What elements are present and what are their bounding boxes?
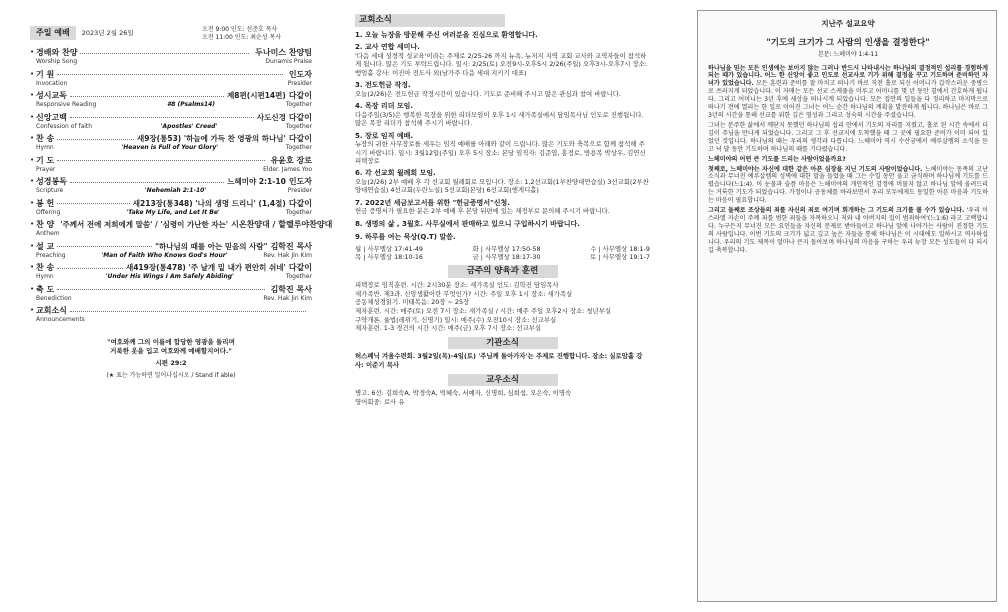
order-item [30,199,312,217]
order-item-subtitle: #8 (Psalms14) [167,101,216,108]
sermon-title: 지난주 설교요약 [821,19,875,28]
order-label: 기 원 [36,69,55,79]
news-item [355,132,650,166]
qt-row [355,253,650,261]
order-label: 성시교독 [36,91,67,100]
training-heading: 금주의 양육과 훈련 [448,265,558,278]
verse-box [30,338,312,380]
news-title: 1. 오늘 뉴장을 방문해 주신 여러분을 진심으로 환영합니다. [355,30,538,39]
order-label: 봉 헌 [36,198,55,208]
sermon-paragraph [708,156,988,164]
order-label: 설 교 [36,241,55,251]
qt-table [355,245,650,261]
news-body: 다음주일(3/5)은 행복한 목장을 위한 리더모임이 오후 1시 새가족실에서 담임목사님 인도로 진행됩니다. 많은 목장 리더가 참석해 주시기 바랍니다. [355,110,644,128]
order-item-title: 새419장(통478) '주 날개 밑 내가 편안히 쉬네' [125,263,286,272]
order-item [30,134,312,152]
order-leader-en: Together [285,208,312,216]
news-title: 8. 생명의 삶 , 3월호. 사무실에서 판매하고 있으니 구입하시기 바랍니다. [355,219,580,228]
order-label: 찬 송 [36,134,55,143]
order-item-subtitle: 'Man of Faith Who Knows God's Hour' [101,251,228,259]
service-tag: 주일 예배 [30,26,76,40]
order-item [30,285,312,303]
training-item: 구약개론. 율법(레위기, 신명기) 일시: 매주(수) 오전10시 장소: 선교부실 [355,315,557,324]
mission-text: 허스폐닉 겨울수련회. 3월2일(목)-4일(토) '주님께 돌아가자'는 주제로 진행합니다. 장소: 실로암홀 강사: 이준기 목사 [355,352,643,370]
order-item-subtitle [60,230,312,238]
order-item-subtitle [85,316,312,324]
service-date: 2023년 2월 26일 [81,28,134,37]
leader-dots [57,289,264,290]
news-body: 오늘(2/26) 2부 예배 후 각 선교회 월례회로 모입니다. 장소: 1,2선교회(1부찬양대연습실) 3선교회(2부찬양대연습실) 4선교회(두란노실) 5선교회(본당) 6선교회(엔게디홀) [355,178,649,195]
order-leader: 김학진 목사 [270,241,312,251]
qt-cell: 수 | 사무엘상 18:1-9 [590,245,650,254]
mission-heading: 기관소식 [448,337,558,350]
order-item [30,156,312,174]
qt-cell: 화 | 사무엘상 17:50-58 [472,245,541,254]
order-item-title: '주께서 전에 저희에게 말씀' / '심령이 가난한 자는' [60,220,229,229]
order-item-subtitle: 'Take My Life, and Let It Be' [126,208,220,216]
verse-line: "여호와께 그의 이름에 합당한 영광을 돌리며 [107,337,235,346]
staff-line: 병고. 6선: 김희숙A, 박경숙A, 빅혜숙, 서예자, 신명희, 심희섭, 오은숙, 이명숙 [355,389,572,398]
service-header [30,26,312,48]
news-item [355,199,650,216]
sermon-emphasis: 느헤미야의 어떤 큰 기도를 드리는 사람이었을까요? [708,155,846,163]
order-label: 경배와 찬양 [36,48,78,57]
order-item-title: 새213장(통348) '나의 생명 드리니' (1,4절) [132,198,286,208]
order-item [30,220,333,238]
news-title: 3. 전도헌금 작정. [355,81,411,90]
order-label: 신앙고백 [36,112,67,122]
order-item-subtitle: 'Nehemiah 2:1-10' [144,187,207,194]
sermon-paragraph [708,166,988,206]
order-leader: 다같이 [288,91,312,100]
bullet-icon: • [30,155,35,164]
news-item [355,81,650,98]
staff-heading: 교우소식 [448,374,558,387]
news-title: 4. 목장 리더 모임. [355,102,414,111]
order-label-en: Invocation [36,79,68,87]
training-item: 제자훈련. 1-3 경건의 시간 시간: 매주(금) 오후 7시 장소: 선교부실 [355,324,542,333]
bullet-icon: • [30,134,35,142]
sermon-text: 그녀는 분주한 삶에서 깨닫지 못했던 하나님의 섭리 안에서 기도의 자리를 지켰고, 홀로 된 시간 속에서 더 깊이 주님을 만나게 되었습니다. 그리고 그 후 선교지에 도착했을 때 그 곳에 필요한 준비가 이미 되어 있었던 것입니다. 하나님의 때는 우리의 생각과 다릅니다. 느헤미야 역시 수산궁에서 예루살렘의 소식을 듣고 넉 달 동안 기도하며 하나님의 때를 기다렸습니다. [708,121,988,153]
order-of-service [30,26,333,602]
order-item-subtitle [55,166,263,174]
news-title: 5. 장로 임직 예배. [355,131,414,140]
order-item [30,48,312,66]
news-item [355,220,650,229]
news-item [355,102,650,127]
sermon-paragraph [708,65,988,120]
order-item-subtitle: 'Under His Wings I Am Safely Abiding' [105,273,234,280]
order-item-subtitle [77,58,265,66]
service-time: 오전 9:00 인도: 선준호 목사 [202,26,278,33]
training-item: 공동체성경읽기. 미태복음: 20장 ~ 25장 [355,298,470,307]
sermon-text: 모든 훈련과 준비를 잘 마치고 떠나기 바로 직전 홀로 되신 어머니가 갑작스러운 중병으로 쓰러지게 되었습니다. 이 자매는 모든 선교 스케쥴을 미루고 어머니를 몇 년 동안 곁에서 간호하게 됩니다. 그리고 어머니는 3년 후에 세상을 떠나시게 되었습니다. 모든 집안의 일들을 다 정리하고 마지막으로 떠나기 전에 열리는 한 일로 이어진 그녀는 어느 순간 하나님의 계획을 발견하게 됩니다. 하나님은 바로 그 3년의 시간을 통해 선교를 위한 깊은 영성과 그리고 성숙의 시간을 주셨습니다. [708,80,988,120]
service-time: 오전 11:00 인도: 최순성 목사 [202,34,282,42]
news-item [355,31,650,40]
sermon-summary [697,10,997,602]
leader-dots [57,246,152,247]
news-title: 6. 각 선교회 월례회 모임. [355,169,436,178]
bullet-icon: • [30,69,35,78]
leader-dots [57,268,123,269]
order-item [30,70,312,88]
news-item [355,233,650,242]
leader-dots [57,74,283,75]
order-label-en: Announcements [36,316,85,323]
qt-cell: 월 | 사무엘상 17:41-49 [355,245,423,254]
sermon-headline: "기도의 크기가 그 사람의 인생을 결정한다" [766,38,930,49]
order-leader-en: Together [285,144,312,151]
order-leader-en: Presider [287,187,312,194]
order-item-title: "하나님의 때를 아는 믿음의 사람" [155,241,268,251]
order-leader: 다같이 [288,112,312,122]
bullet-icon: • [30,306,35,314]
order-leader: 유윤호 장로 [270,155,312,165]
bullet-icon: • [30,284,35,293]
leader-dots [57,160,264,161]
sermon-emphasis: 그리고 둘째로 조상들의 죄를 자신의 죄로 여기며 회개하는 그 기도의 크기를 볼 수가 있습니다. [708,207,965,215]
sermon-emphasis: 하나님을 믿는 모든 인생에는 보이지 않는 그러나 반드시 나타내시는 하나님의 결정적인 섭리를 경험하게 되는 때가 있습니다. 어느 한 신앙이 좋고 인도로 선교사로 기가 위해 결정을 꾸고 기도하며 준비하던 자녀가 있었습니다. [708,64,988,88]
order-list [30,48,333,324]
order-item [30,113,312,131]
order-item [30,177,312,195]
order-label-en: Hymn [36,144,54,151]
order-leader: 김학진 목사 [270,284,312,294]
bullet-icon: • [30,198,35,207]
order-item [30,263,312,281]
order-leader: 시온찬양대 / 할렐루야찬양대 [231,220,333,229]
order-label: 찬 송 [36,263,55,272]
order-item-subtitle: 'Heaven is Full of Your Glory' [121,144,219,151]
verse-note: (★ 표는 가능하면 일어나십시오 / Stand if able) [106,371,236,379]
order-item-title: 느헤미야 2:1-10 [227,177,286,186]
training-item: 피택장로 임직훈련. 시간: 2시30분 장소: 새가족실 인도: 김학진 담임목사 [355,280,559,289]
sermon-ref: 본문: 느헤미야 1:4-11 [817,51,879,58]
sermon-emphasis: 첫째로, 느헤미야는 자신에 대한 같은 아픈 심장을 지닌 기도의 사람이었습니다. [708,165,923,173]
order-label-en: Preaching [36,251,66,259]
news-body: 헌금 증명서가 필요한 분은 2부 예배 후 본당 뒤편에 있는 재정부로 문의해 주시기 바랍니다. [355,207,610,216]
bullet-icon: • [30,112,35,121]
order-item [30,91,312,109]
service-times [202,26,312,42]
order-label: 교회소식 [36,306,67,315]
bullet-icon: • [30,220,35,228]
order-label: 축 도 [36,284,55,294]
bullet-icon: • [30,91,35,99]
leader-dots [70,117,254,118]
news-item [355,43,650,77]
order-label-en: Offering [36,208,61,216]
leader-dots [70,311,306,312]
qt-cell: 토 | 사무엘상 19:1-7 [590,253,650,262]
qt-cell: 금 | 사무엘상 18:17-30 [472,253,541,262]
order-leader-en: Dunamis Praise [265,58,312,65]
order-label-en: Benediction [36,294,72,302]
sermon-text: '우리 이스라엘 자손이 주께 죄를 범한 죄들을 자복하오니 저와 내 아버지의 집이 범죄하여'(느1:6) 라고 고백합니다. 누구든지 무너진 모든 요인들을 자신의 문제로 받아들이고 하나님 앞에 나아가는 사람이 진정한 기도의 사람입니다. 이번 기도의 크기가 넓고 깊고 높은 자들을 통해 하나님은 이 시대에도 일하시고 역사하십니다. 우리의 기도 제목이 얼마나 큰지 돌아보며 하나님의 마음을 구하는 우리 뉴장 모든 성도들이 다 되시길 축복합니다. [708,207,988,254]
leader-dots [57,203,130,204]
news-title: 7. 2022년 세금보고서를 위한 "헌금증명서"신청. [355,198,510,207]
order-leader-en: Elder. James Yoo [263,165,312,173]
bullet-icon: • [30,241,35,250]
staff-line: 영어회중: 로사 유 [355,397,405,406]
order-leader-en: Rev. Hak Jin Kim [263,294,312,302]
sermon-paragraph [708,207,988,255]
sermon-paragraph [708,122,988,154]
order-leader-en: Together [285,273,312,280]
news-heading: 교회소식 [355,14,505,27]
training-item: 제자훈련. 시간: 매주(토) 오전 7시 장소: 새가족실 / 시간: 매주 주일 오후2시 장소: 청년부실 [355,306,612,315]
verse-ref: 시편 29:2 [155,359,187,367]
qt-cell: 목 | 사무엘상 18:10-16 [355,253,423,262]
order-label-en: Worship Song [36,58,78,65]
leader-dots [70,182,224,183]
order-item [30,306,312,324]
order-label: 성경봉독 [36,177,67,186]
order-leader: 인도자 [288,69,312,79]
order-leader: 다같이 [288,198,312,208]
order-item-subtitle: 'Apostles' Creed' [160,122,218,130]
order-leader: 다같이 [288,263,312,272]
leader-dots [57,139,134,140]
order-leader-en: Rev. Hak Jin Kim [263,251,312,259]
order-label-en: Responsive Reading [36,101,97,108]
sermon-body [708,65,988,255]
leader-dots [80,53,249,54]
order-leader-en: Together [285,101,312,108]
order-item [30,242,312,260]
bullet-icon: • [30,263,35,271]
news-title: 2. 교사 연합 세미나. [355,43,420,52]
order-label-en: Scripture [36,187,64,194]
news-body: '다음 세대 성경적 성교육'이라는 주제로 2/25-26 까지 뉴욕, 뉴저지 지역 교회 교사와 교역자들이 참석하게 됩니다. 많은 기도 부탁드립니다. 일시: 2/25(토) 오전9시-오후5시 2/26(주일) 오후3시-오후7시 장소: 뱅엄홀 강사: 이진아 전도사 외(남가주 다음 세대 지키기 대표) [355,52,647,77]
bullet-icon: • [30,48,35,56]
order-item-title: 새9장(통53) '하늘에 가득 찬 영광의 하나님' [136,134,286,143]
training-list [355,281,650,333]
order-label: 찬 양 [36,220,55,229]
church-news [355,14,650,606]
order-label-en: Confession of faith [36,122,93,130]
order-label-en: Hymn [36,273,54,280]
order-leader: 두나미스 찬양팀 [255,48,312,57]
order-item-subtitle [72,295,264,303]
verse-line: 거룩한 옷을 입고 여호와께 예배할지어다." [110,347,232,356]
order-label: 기 도 [36,155,55,165]
leader-dots [70,96,224,97]
bullet-icon: • [30,177,35,185]
order-item-subtitle [67,80,287,88]
order-leader-en: Presider [287,79,312,87]
news-body: 뉴장의 귀한 사무장로를 세우는 임직 예배를 아래와 같이 드립니다. 많은 기도와 축복으로 함께 참석해 주시기 바랍니다. 일시: 3월12일(주일) 오후 5시 장소: 본당 임직자: 김준엽, 홍정로, 방용복 박상우, 김연신 피택장로 [355,140,646,165]
order-leader: 다같이 [288,134,312,143]
news-list [355,31,650,242]
news-title: 9. 하루를 여는 묵상(Q.T) 말씀. [355,232,456,241]
news-item [355,169,650,194]
order-label-en: Prayer [36,165,56,173]
order-item-title: 제8편(시편14편) [227,91,286,100]
order-item-title: 사도신경 [256,112,286,122]
training-item: 새가족반. 제3과. 신앙생활이란 무엇인가? 시간: 주일 오후 1시 장소: 새가족실 [355,289,573,298]
news-body: 오늘(2/26)은 전도헌금 작정시간이 있습니다. 기도로 준비해 주시고 많은 관심과 참여 바랍니다. [355,89,621,98]
sermon-text: 느헤미야는 동족의 고난 소식과 무너진 예루살렘의 성벽에 대한 말을 들었을 때 그는 수일 동안 울고 금식하며 하나님께 기도를 드렸습니다(느1:4). 이 눈물과 슬픔 마음은 느헤미야의 개인적인 감정에 머물지 않고 하나님 앞에 올려드리는 거룩한 기도가 되었습니다. 가정이나 공동체를 바라보면서 우리 모두에게도 동일한 아픈 마음과 기도하는 마음이 필요합니다. [708,165,988,205]
order-leader-en: Together [285,122,312,130]
order-leader: 인도자 [288,177,312,186]
order-label-en: Anthem [36,230,60,237]
